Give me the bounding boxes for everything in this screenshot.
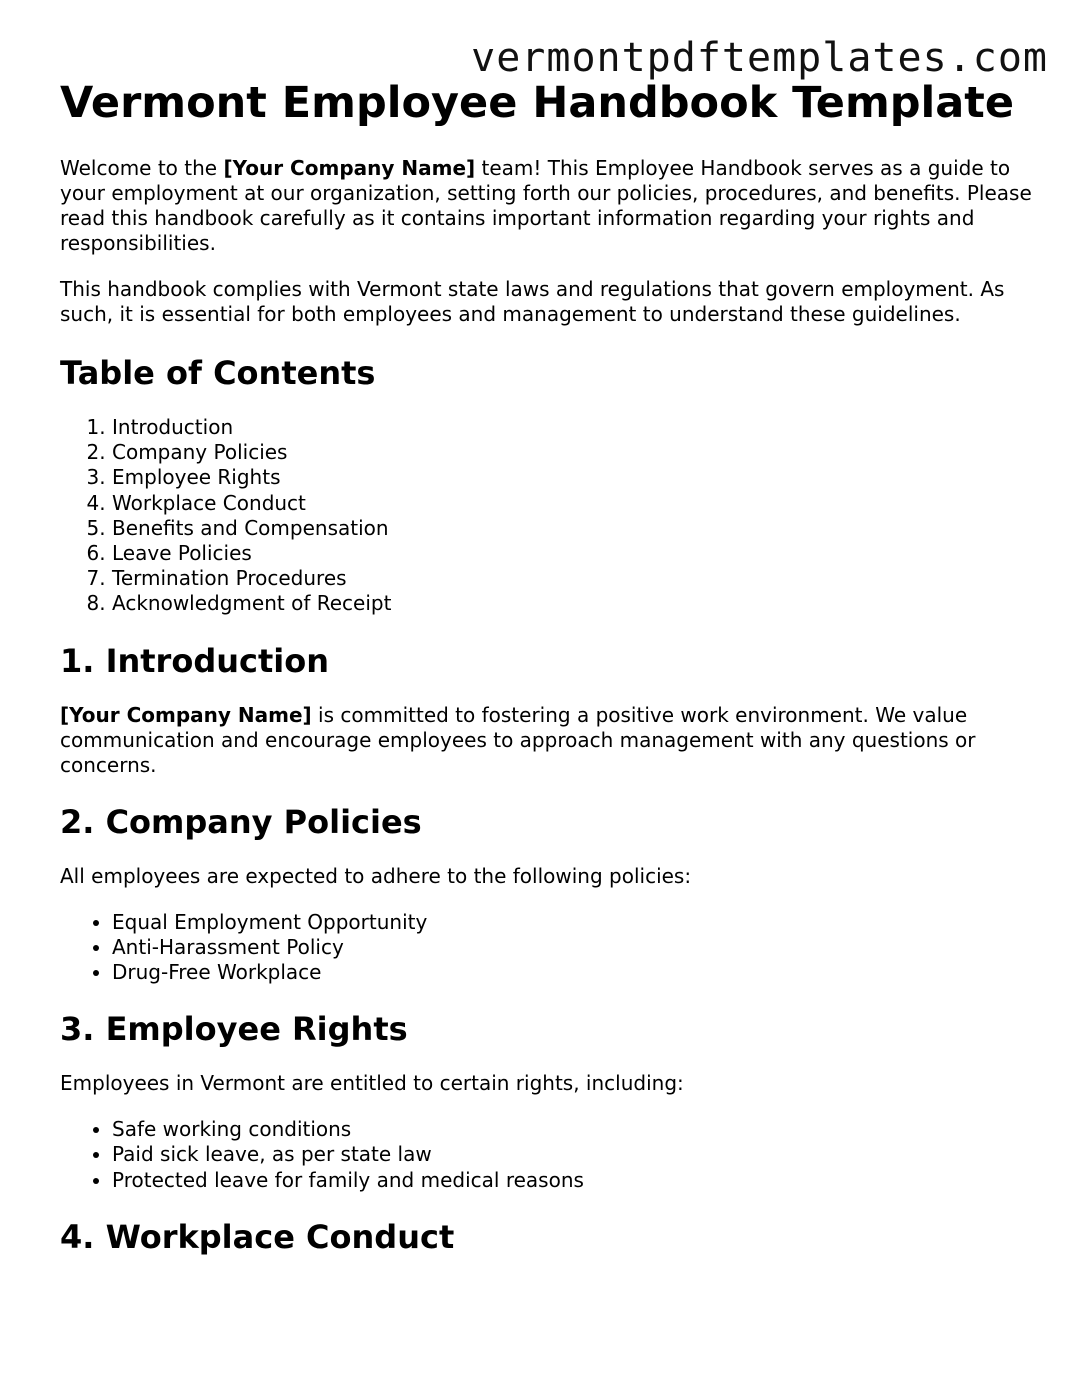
company-name-placeholder: [Your Company Name] <box>223 156 476 180</box>
toc-heading: Table of Contents <box>60 354 376 392</box>
policy-item: • Equal Employment Opportunity <box>112 910 1035 935</box>
toc-item: 6. Leave Policies <box>112 541 1035 566</box>
toc-item: 2. Company Policies <box>112 440 1035 465</box>
toc-item: 4. Workplace Conduct <box>112 491 1035 516</box>
company-policies-list <box>60 910 1035 986</box>
intro-paragraph-2: This handbook complies with Vermont state laws and regulations that govern employment. As such, it is essential for both employees and management to understand these guidelines. <box>60 277 1005 326</box>
toc-item: 5. Benefits and Compensation <box>112 516 1035 541</box>
rights-item: • Protected leave for family and medical reasons <box>112 1168 1035 1193</box>
employee-rights-list <box>60 1117 1035 1193</box>
rights-item: • Paid sick leave, as per state law <box>112 1142 1035 1167</box>
toc-item: 1. Introduction <box>112 415 1035 440</box>
section-employee-rights-text: Employees in Vermont are entitled to certain rights, including: <box>60 1071 684 1096</box>
section-introduction-body: is committed to fostering a positive work environment. We value communication and encourage employees to approach management with any questions or concerns. <box>60 702 976 777</box>
document-page <box>60 76 1035 1279</box>
document-title: Vermont Employee Handbook Template <box>60 78 1015 128</box>
intro-paragraph-1 <box>60 156 1035 256</box>
toc-item: 8. Acknowledgment of Receipt <box>112 591 1035 616</box>
toc-item: 3. Employee Rights <box>112 465 1035 490</box>
section-company-policies-heading: 2. Company Policies <box>60 802 422 841</box>
toc-list <box>60 415 1035 617</box>
policy-item: • Anti-Harassment Policy <box>112 935 1035 960</box>
intro-text-after: team! This Employee Handbook serves as a guide to your employment at our organization, setting forth our policies, procedures, and benefits. Please read this handbook carefully as it contains important information regarding your rights and responsibilities. <box>60 156 1032 255</box>
section-introduction-text <box>60 703 1035 778</box>
section-introduction-heading: 1. Introduction <box>60 641 329 680</box>
policy-item: • Drug-Free Workplace <box>112 960 1035 985</box>
site-watermark: vermontpdftemplates.com <box>471 35 1048 81</box>
company-name-placeholder: [Your Company Name] <box>60 702 312 727</box>
toc-item: 7. Termination Procedures <box>112 566 1035 591</box>
intro-text-before: Welcome to the <box>60 156 224 180</box>
section-company-policies-text: All employees are expected to adhere to the following policies: <box>60 863 692 888</box>
section-workplace-conduct-heading: 4. Workplace Conduct <box>60 1217 455 1256</box>
rights-item: • Safe working conditions <box>112 1117 1035 1142</box>
section-employee-rights-heading: 3. Employee Rights <box>60 1010 408 1049</box>
